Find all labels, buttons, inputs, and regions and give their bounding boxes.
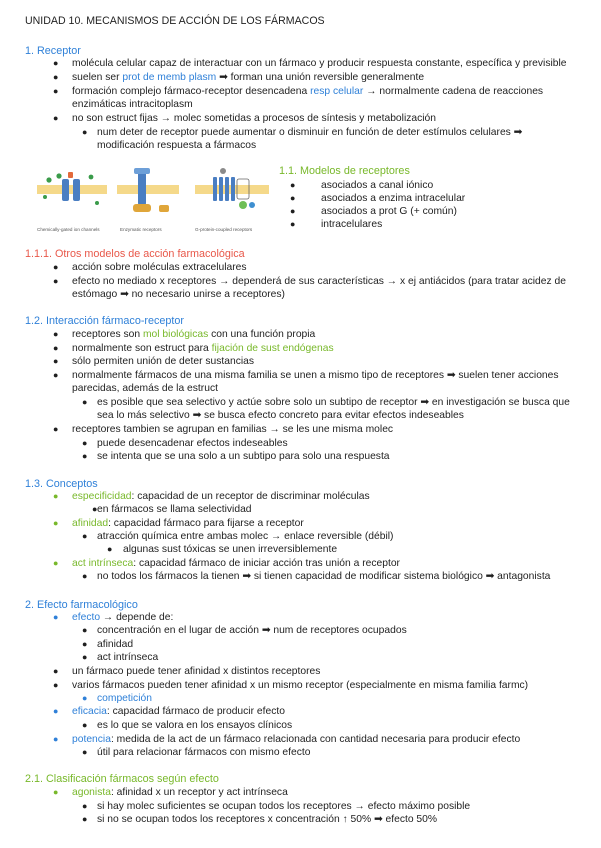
highlight: eficacia	[72, 706, 107, 717]
bullet: ●	[82, 801, 88, 811]
s1-b3-cont: enzimáticas intracitoplasm	[72, 99, 193, 110]
s1-b4-sub: num deter de receptor puede aumentar o disminuir en función de deter estímulos celulares ➡	[97, 127, 523, 138]
highlight: resp celular	[310, 86, 364, 97]
bullet: ●	[107, 544, 113, 554]
enzymatic-receptor-illustration	[117, 168, 179, 212]
s2-b3-sub: competición	[97, 693, 152, 704]
s2-e1: efecto → depende de:	[72, 612, 174, 623]
s1-b2: suelen ser prot de memb plasm ➡ forman una unión reversible generalmente	[72, 72, 425, 83]
bullet: ●	[53, 58, 59, 68]
s12-b3: sólo permiten unión de deter sustancias	[72, 356, 255, 367]
s2-e1-sub1: concentración en el lugar de acción ➡ num de receptores ocupados	[97, 625, 407, 636]
bullet: ●	[82, 625, 88, 635]
s13-c2: afinidad: capacidad fármaco para fijarse a receptor	[72, 518, 304, 529]
bullet: ●	[53, 86, 59, 96]
bullet: ●	[53, 113, 59, 123]
bullet: ●	[53, 424, 59, 434]
bullet: ●	[53, 329, 59, 339]
bullet: ●	[53, 612, 59, 622]
model-item-1: asociados a canal iónico	[321, 180, 434, 191]
s12-b4-sub-cont: sea lo más selectivo ➡ se busca efecto concreto para evitar efectos indeseables	[97, 410, 464, 421]
bullet: ●	[290, 219, 296, 229]
section-2-heading: 2. Efecto farmacológico	[25, 599, 138, 611]
highlight: agonista	[72, 787, 111, 798]
s12-b5-sub1: puede desencadenar efectos indeseables	[97, 438, 288, 449]
s2-e5: potencia: medida de la act de un fármaco relacionada con cantidad necesaria para producir efecto	[72, 734, 521, 745]
s12-b4-sub: es posible que sea selectivo y actúe sobre solo un subtipo de receptor ➡ en investigación se busca que	[97, 397, 570, 408]
bullet: ●	[82, 438, 88, 448]
section-1-heading: 1. Receptor	[25, 45, 81, 57]
bullet: ●	[53, 370, 59, 380]
s1-b4-sub-cont: modificación respuesta a fármacos	[97, 140, 257, 151]
s2-e1-sub2: afinidad	[97, 639, 134, 650]
bullet: ●	[53, 558, 59, 568]
bullet: ●	[82, 652, 88, 662]
bullet: ●	[53, 276, 59, 286]
highlight: prot de memb plasm	[122, 72, 217, 83]
section-1-1-heading: 1.1. Modelos de receptores	[279, 165, 410, 177]
bullet: ●	[53, 706, 59, 716]
caption-enzymatic: Enzymatic receptors	[120, 227, 162, 232]
bullet: ●	[53, 666, 59, 676]
gpcr-illustration	[195, 168, 269, 209]
s1-b4: no son estruct fijas → molec sometidas a procesos de síntesis y metabolización	[72, 113, 436, 124]
bullet: ●	[82, 720, 88, 730]
bullet: ●	[82, 747, 88, 757]
bullet: ●	[290, 180, 296, 190]
bullet: ●	[53, 680, 59, 690]
bullet: ●	[53, 518, 59, 528]
bullet: ●	[53, 787, 59, 797]
bullet: ●	[82, 571, 88, 581]
s12-b4: normalmente fármacos de una misma familia se unen a mismo tipo de receptores ➡ suelen tener acciones	[72, 370, 559, 381]
ion-channel-illustration	[37, 172, 107, 205]
s111-b1: acción sobre moléculas extracelulares	[72, 262, 247, 273]
section-2-1-heading: 2.1. Clasificación fármacos según efecto	[25, 773, 219, 785]
bullet: ●	[82, 397, 88, 407]
s13-c3: act intrínseca: capacidad fármaco de iniciar acción tras unión a receptor	[72, 558, 400, 569]
s12-b5: receptores tambien se agrupan en familias → se les une misma molec	[72, 424, 394, 435]
caption-gpcr: G-protein-coupled receptors	[195, 227, 253, 232]
bullet: ●	[82, 639, 88, 649]
highlight: act intrínseca	[72, 558, 134, 569]
bullet: ●	[82, 814, 88, 824]
bullet: ●	[82, 451, 88, 461]
model-item-3: asociados a prot G (+ común)	[321, 206, 457, 217]
s13-c2-subsub: algunas sust tóxicas se unen irreversiblemente	[123, 544, 338, 555]
s2-e1-sub3: act intrínseca	[97, 652, 159, 663]
highlight: afinidad	[72, 518, 109, 529]
document-title: UNIDAD 10. MECANISMOS DE ACCIÓN DE LOS FÁRMACOS	[25, 15, 325, 27]
section-1-2-heading: 1.2. Interacción fármaco-receptor	[25, 315, 185, 327]
s21-a-sub1: si hay molec suficientes se ocupan todos los receptores → efecto máximo posible	[97, 801, 471, 812]
s2-e5-sub: útil para relacionar fármacos con mismo efecto	[97, 747, 311, 758]
s1-b3: formación complejo fármaco-receptor desencadena resp celular → normalmente cadena de reacciones	[72, 86, 544, 97]
s12-b5-sub2: se intenta que se una solo a un subtipo para solo una respuesta	[97, 451, 390, 462]
s2-b2: un fármaco puede tener afinidad x distintos receptores	[72, 666, 321, 677]
s111-b2: efecto no mediado x receptores → dependerá de sus características → x ej antiácidos (para tratar acidez de	[72, 276, 566, 287]
receptor-types-figure	[35, 167, 273, 235]
bullet: ●	[53, 343, 59, 353]
s2-e4-sub: es lo que se valora en los ensayos clínicos	[97, 720, 293, 731]
s13-c3-sub: no todos los fármacos la tienen ➡ si tienen capacidad de modificar sistema biológico ➡ antagonista	[97, 571, 551, 582]
caption-ion-channels: Chemically-gated ion channels	[37, 227, 100, 232]
bullet: ●	[53, 262, 59, 272]
highlight: potencia	[72, 734, 111, 745]
s2-e4: eficacia: capacidad fármaco de producir efecto	[72, 706, 285, 717]
s12-b1: receptores son mol biológicas con una función propia	[72, 329, 316, 340]
highlight: fijación de sust endógenas	[211, 343, 334, 354]
s13-c1: especificidad: capacidad de un receptor de discriminar moléculas	[72, 491, 370, 502]
bullet: ●	[92, 504, 98, 514]
bullet: ●	[290, 193, 296, 203]
s1-b1: molécula celular capaz de interactuar con un fármaco y producir respuesta constante, específica y previsible	[72, 58, 567, 69]
s111-b2-cont: estómago ➡ no necesario unirse a receptores)	[72, 289, 285, 300]
s13-c2-sub: atracción química entre ambas molec → enlace reversible (débil)	[97, 531, 394, 542]
highlight: efecto	[72, 612, 101, 623]
s12-b4-cont: parecidas, además de la estruct	[72, 383, 218, 394]
section-1-3-heading: 1.3. Conceptos	[25, 478, 98, 490]
bullet: ●	[53, 734, 59, 744]
bullet: ●	[82, 531, 88, 541]
bullet: ●	[53, 72, 59, 82]
bullet: ●	[53, 356, 59, 366]
s21-a-sub2: si no se ocupan todos los receptores x concentración ↑ 50% ➡ efecto 50%	[97, 814, 438, 825]
s21-a: agonista: afinidad x un receptor y act intrínseca	[72, 787, 288, 798]
highlight: mol biológicas	[142, 329, 209, 340]
s12-b2: normalmente son estruct para fijación de sust endógenas	[72, 343, 334, 354]
bullet: ●	[290, 206, 296, 216]
bullet: ●	[82, 693, 88, 703]
bullet: ●	[53, 491, 59, 501]
model-item-2: asociados a enzima intracelular	[321, 193, 466, 204]
section-1-1-1-heading: 1.1.1. Otros modelos de acción farmacológica	[25, 248, 245, 260]
bullet: ●	[82, 127, 88, 137]
highlight: especificidad	[72, 491, 132, 502]
model-item-4: intracelulares	[321, 219, 383, 230]
s13-c1-sub: en fármacos se llama selectividad	[97, 504, 252, 515]
s2-b3: varios fármacos pueden tener afinidad x un mismo receptor (especialmente en misma familia farmc)	[72, 680, 529, 691]
